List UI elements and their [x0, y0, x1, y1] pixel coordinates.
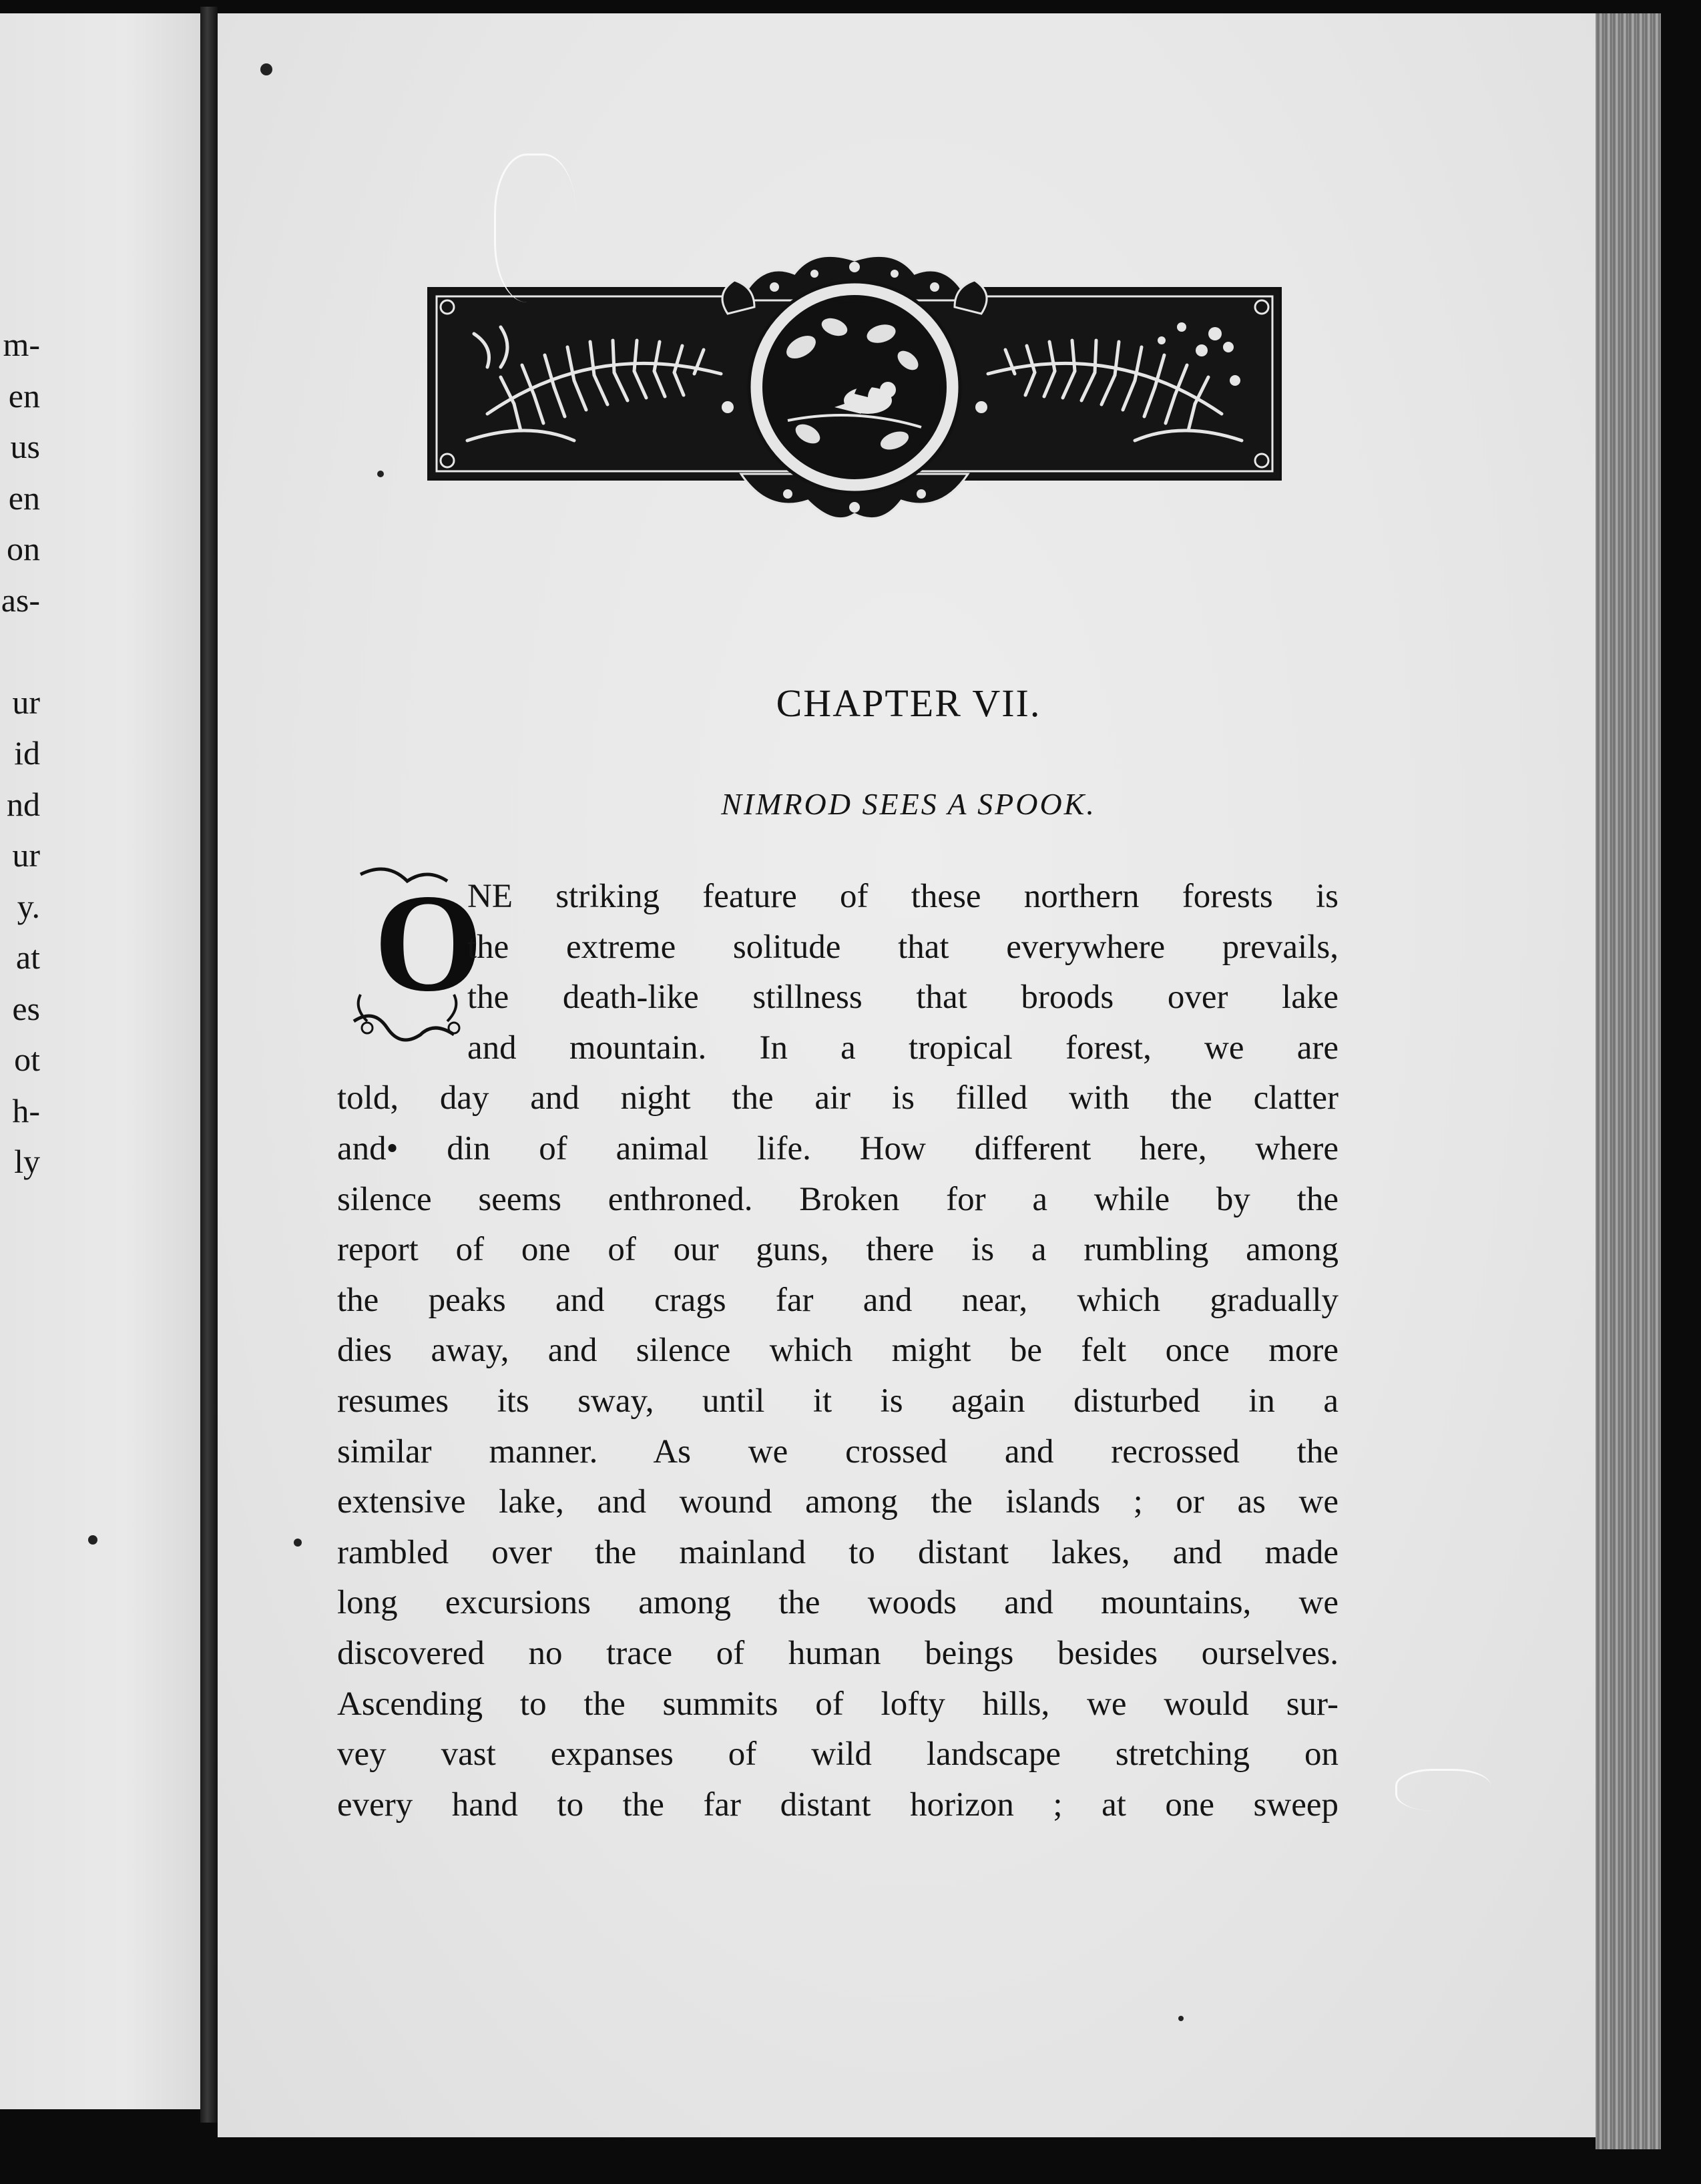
left-fragment: at [15, 938, 40, 976]
text-line: rambled over the mainland to distant lakes, and made [337, 1533, 1339, 1571]
left-fragment: ur [12, 683, 40, 721]
body-text [337, 866, 1339, 1830]
left-page-text-fragments [0, 319, 40, 1187]
scan-speck [294, 1539, 302, 1547]
text-line: and mountain. In a tropical forest, we are [467, 1029, 1339, 1067]
text-line: and• din of animal life. How different here, where [337, 1129, 1339, 1167]
text-line: Ascending to the summits of lofty hills, we would sur- [337, 1685, 1339, 1723]
text-line: extensive lake, and wound among the islands ; or as we [337, 1483, 1339, 1521]
text-line: every hand to the far distant horizon ; at one sweep [337, 1786, 1339, 1824]
chapter-number: CHAPTER VII. [776, 681, 1041, 725]
text-line: discovered no trace of human beings besides ourselves. [337, 1634, 1339, 1672]
book-gutter [200, 7, 218, 2123]
scan-border [1661, 0, 1701, 2184]
scan-scratch [494, 154, 576, 302]
text-line: NE striking feature of these northern forests is [467, 878, 1339, 915]
text-line: the peaks and crags far and near, which gradually [337, 1281, 1339, 1319]
left-fragment: en [8, 376, 40, 415]
text-line: told, day and night the air is filled with the clatter [337, 1079, 1339, 1117]
left-fragment: id [14, 734, 40, 772]
text-line: vey vast expanses of wild landscape stretching on [337, 1735, 1339, 1773]
scan-speck [260, 63, 272, 75]
drop-cap-letter: O [374, 866, 483, 1021]
left-fragment: as- [1, 581, 40, 619]
scan-speck [1178, 2016, 1184, 2021]
text-line: the extreme solitude that everywhere prevails, [467, 928, 1339, 966]
left-fragment: es [12, 989, 40, 1027]
text-line: similar manner. As we crossed and recrossed the [337, 1432, 1339, 1470]
text-line: long excursions among the woods and mountains, we [337, 1584, 1339, 1622]
text-line: report of one of our guns, there is a rumbling among [337, 1231, 1339, 1269]
left-fragment: ur [12, 836, 40, 874]
left-fragment: on [7, 530, 40, 567]
page-edges [1596, 13, 1662, 2149]
scan-scratch [1395, 1769, 1491, 1811]
chapter-title: NIMROD SEES A SPOOK. [721, 787, 1096, 821]
left-fragment: m- [3, 326, 40, 363]
left-fragment: y. [17, 887, 40, 925]
text-line: silence seems enthroned. Broken for a while by the [337, 1180, 1339, 1218]
left-fragment [0, 625, 40, 677]
left-fragment: ot [14, 1041, 40, 1078]
text-line: resumes its sway, until it is again disturbed in a [337, 1382, 1339, 1420]
left-fragment: us [10, 428, 40, 465]
text-line: the death-like stillness that broods over lake [467, 979, 1339, 1017]
left-fragment: nd [7, 785, 40, 823]
scan-speck [88, 1535, 97, 1545]
scan-speck [377, 471, 384, 477]
text-line: dies away, and silence which might be felt once more [337, 1332, 1339, 1370]
left-fragment: en [8, 479, 40, 517]
left-fragment: ly [14, 1143, 40, 1180]
left-fragment: h- [12, 1091, 40, 1129]
